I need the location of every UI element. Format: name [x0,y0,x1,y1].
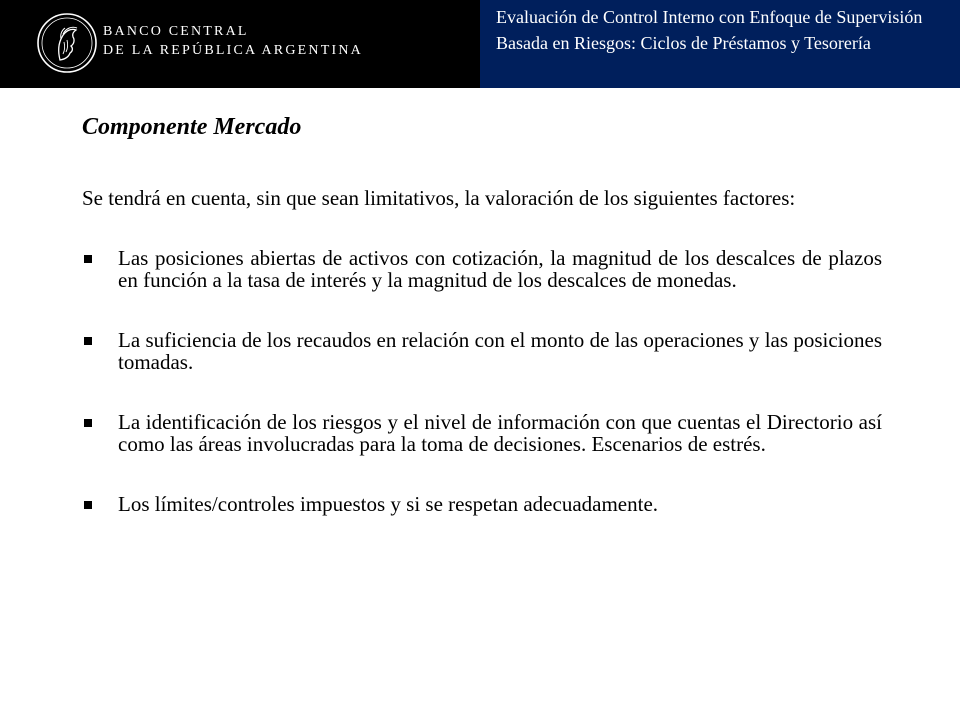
bank-name-line2: DE LA REPÚBLICA ARGENTINA [103,43,363,58]
square-bullet-icon [84,255,92,263]
bank-name [103,22,363,60]
intro-paragraph: Se tendrá en cuenta, sin que sean limitativos, la valoración de los siguientes factores: [82,186,796,210]
factor-list [82,247,882,515]
bank-name-line1: BANCO CENTRAL [103,24,249,39]
list-item [82,329,882,373]
slide-header [0,0,960,88]
square-bullet-icon [84,501,92,509]
effigy-medallion-icon [36,12,98,74]
list-item-text: La suficiencia de los recaudos en relación con el monto de las operaciones y las posiciones tomadas. [118,328,882,374]
list-item-text: Las posiciones abiertas de activos con cotización, la magnitud de los descalces de plazos en función a la tasa de interés y la magnitud de los descalces de monedas. [118,246,882,292]
presentation-title: Evaluación de Control Interno con Enfoque de Supervisión Basada en Riesgos: Ciclos de Préstamos y Tesorería [496,7,923,53]
list-item-text: La identificación de los riesgos y el nivel de información con que cuentas el Directorio así como las áreas involucradas para la toma de decisiones. Escenarios de estrés. [118,410,882,456]
bank-brand-panel [0,0,480,88]
list-item [82,493,882,515]
list-item [82,247,882,291]
slide-content [82,110,882,515]
square-bullet-icon [84,337,92,345]
presentation-title-panel [480,0,960,88]
square-bullet-icon [84,419,92,427]
list-item-text: Los límites/controles impuestos y si se respetan adecuadamente. [118,492,659,516]
list-item [82,411,882,455]
section-title: Componente Mercado [82,114,302,140]
